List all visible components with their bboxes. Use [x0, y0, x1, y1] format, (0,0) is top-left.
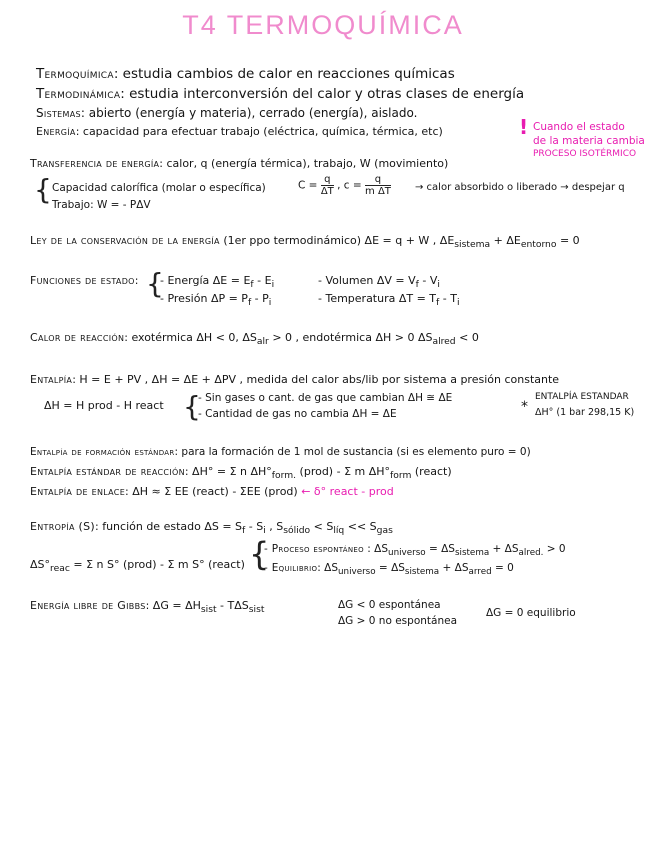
funcion-temperatura: - Temperatura $\Delta T = T_f - T_i$ [318, 292, 460, 309]
trabajo-formula: Trabajo: W = - PΔV [52, 199, 151, 211]
entalpia-dh: ΔH = H prod - H react [44, 399, 164, 412]
warning-icon: ! [519, 115, 529, 139]
page-title: T4 TERMOQUÍMICA [182, 10, 464, 40]
calor-note: → calor absorbido o liberado → despejar q [415, 182, 625, 193]
entalpia-caso-1: - Sin gases o cant. de gas que cambian ΔH ≅ ΔE [198, 392, 453, 404]
calor-reaccion: Calor de reacción: exotérmica ΔH < 0, $\Delta S_{alr} > 0$ , endotérmica ΔH > 0 $\Delta S_{alred} < 0$ [30, 331, 479, 348]
def-termodinamica: Termodinámica: estudia interconversión del calor y otras clases de energía [36, 86, 525, 102]
capacidad-formula: C = $\frac{q}{\Delta T}$ , c = $\frac{q}{\text{m ΔT}}$ [298, 174, 391, 197]
transferencia-line: Transferencia de energía: calor, q (energía térmica), trabajo, W (movimiento) [30, 157, 449, 170]
funciones-heading: Funciones de estado: [30, 274, 139, 287]
entalpia-reaccion: Entalpía estándar de reacción: ΔH° = Σ n $\Delta H^\circ_{form.}$ (prod) - Σ m $\Delta H^\circ_{form}$ (react) [30, 465, 452, 482]
entalpia-estandar: ENTALPÍA ESTANDAR [535, 392, 629, 402]
entalpia-caso-2: - Cantidad de gas no cambia ΔH = ΔE [198, 408, 397, 420]
entalpia-formacion: Entalpía de formación estándar: para la formación de 1 mol de sustancia (si es elemento puro = 0) [30, 446, 531, 458]
note-line-1: Cuando el estado [533, 121, 625, 133]
note-line-3: PROCESO ISOTÉRMICO [533, 149, 637, 159]
gibbs-def: Energía libre de Gibbs: $\Delta G = \Delta H_{sist} - T\Delta S_{sist}$ [30, 599, 265, 616]
def-energia: Energía: capacidad para efectuar trabajo (eléctrica, química, térmica, etc) [36, 125, 443, 138]
brace-icon: { [249, 535, 270, 573]
entalpia-enlace: Entalpía de enlace: ΔH ≈ Σ EE (react) - ΣEE (prod) ← δ° react - prod [30, 485, 394, 498]
gibbs-equilibrio: ΔG = 0 equilibrio [486, 607, 576, 619]
brace-icon: { [34, 173, 52, 206]
def-sistemas: Sistemas: abierto (energía y materia), cerrado (energía), aislado. [36, 106, 418, 120]
entalpia-estandar-cond: ΔH° (1 bar 298,15 K) [535, 407, 635, 418]
entropia-reaccion: $\Delta S^\circ_{reac} = \Sigma$ n S° (prod) - Σ m S° (react) [30, 558, 245, 575]
note-line-2: de la materia cambia [533, 135, 645, 147]
capacidad-calorifica: Capacidad calorífica (molar o específica) [52, 182, 266, 194]
funcion-volumen: - Volumen $\Delta V = V_f - V_i$ [318, 274, 440, 291]
def-termoquimica: Termoquímica: estudia cambios de calor en reacciones químicas [36, 66, 455, 82]
funcion-presion: - Presión $\Delta P = P_f - P_i$ [160, 292, 272, 309]
equilibrio: - Equilibrio: $\Delta S_{universo} = \Delta S_{sistema} + \Delta S_{arred} = 0$ [264, 562, 514, 578]
gibbs-no-espontanea: ΔG > 0 no espontánea [338, 615, 458, 627]
brace-icon: { [183, 390, 201, 423]
funcion-energia: - Energía $\Delta E = E_f - E_i$ [160, 274, 275, 291]
entropia-def: Entropía (S): función de estado $\Delta S = S_f - S_i$ , $S_{sólido} < S_{líq} << S_{gas}$ [30, 520, 393, 537]
brace-icon: { [146, 267, 164, 300]
gibbs-espontanea: ΔG < 0 espontánea [338, 599, 441, 611]
proceso-espontaneo: - Proceso espontáneo : $\Delta S_{universo} = \Delta S_{sistema} + \Delta S_{alred.} > 0$ [264, 543, 566, 559]
star-icon: * [521, 399, 528, 415]
ley-conservacion: Ley de la conservación de la energía (1er ppo termodinámico) ΔE = q + W , $\Delta E_{sistema} + \Delta E_{entorno} = 0$ [30, 234, 580, 251]
entalpia-def: Entalpía: H = E + PV , ΔH = ΔE + ΔPV , medida del calor abs/lib por sistema a presión constante [30, 373, 560, 386]
